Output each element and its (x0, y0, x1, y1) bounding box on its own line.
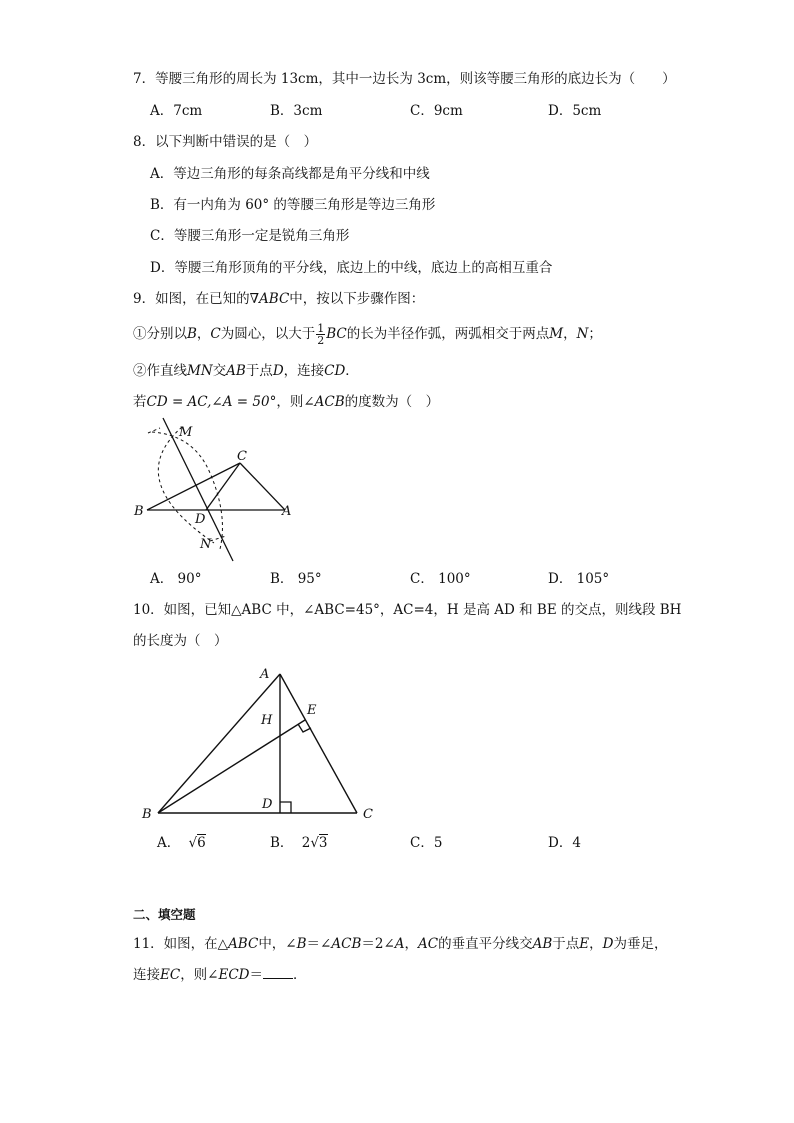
side-ac (280, 674, 357, 813)
q10-stem-line2: 的长度为（ ） (133, 633, 228, 649)
arc-centered-b (152, 432, 222, 549)
q10-option-d: D．4 (548, 835, 581, 851)
label-b: B (134, 504, 144, 519)
altitude-be (158, 720, 305, 813)
half-fraction: $\frac{1}{2}$ (317, 322, 325, 347)
arc-centered-c (158, 427, 214, 543)
q10-stem-line1: 10．如图，已知△ABC 中，∠ABC=45°，AC=4，H 是高 AD 和 BE 的交点，则线段 BH (133, 602, 682, 618)
q10-option-c: C．5 (410, 835, 443, 851)
q9-option-c: C． 100° (410, 571, 471, 587)
label-a: A (282, 504, 292, 519)
label-c: C (363, 807, 373, 822)
segment-cd (206, 463, 240, 510)
q7-option-d: D．5cm (548, 103, 602, 119)
label-b: B (142, 807, 152, 822)
q11-line1: 11．如图，在△ABC中，∠B＝∠ACB＝2∠A，AC的垂直平分线交AB于点E，D为垂足， (133, 936, 668, 952)
line-mn (163, 418, 233, 561)
q9-figure (130, 415, 300, 565)
section-title: 二、填空题 (133, 907, 196, 922)
arc-tick-n (210, 536, 226, 541)
sqrt-six: √6 (188, 835, 206, 851)
q8-option-b: B．有一内角为 60° 的等腰三角形是等边三角形 (150, 197, 436, 213)
q7-stem: 7．等腰三角形的周长为 13cm，其中一边长为 3cm，则该等腰三角形的底边长为（ ） (133, 71, 676, 87)
q10-figure (135, 662, 385, 827)
q8-stem: 8．以下判断中错误的是（ ） (133, 134, 318, 150)
label-e: E (307, 703, 317, 718)
q9-step-2: ②作直线MN交AB于点D，连接CD． (133, 363, 359, 379)
label-d: D (195, 512, 206, 527)
q8-option-d: D．等腰三角形顶角的平分线，底边上的中线，底边上的高相互重合 (150, 260, 553, 276)
q9-triangle-name: ∇ABC (249, 291, 290, 307)
q7-option-c: C．9cm (410, 103, 463, 119)
q9-condition: 若CD = AC,∠A = 50°，则∠ACB的度数为（ ） (133, 394, 440, 410)
q9-option-a: A． 90° (150, 571, 202, 587)
segment-ca (240, 463, 285, 510)
q8-option-a: A．等边三角形的每条高线都是角平分线和中线 (150, 166, 430, 182)
label-n: N (200, 537, 212, 552)
side-ab (158, 674, 280, 813)
q9-option-b: B． 95° (270, 571, 322, 587)
answer-blank[interactable] (263, 966, 293, 979)
label-m: M (179, 425, 193, 440)
label-d: D (262, 797, 273, 812)
q7-option-a: A．7cm (150, 103, 203, 119)
q10-option-a: A． √6 (157, 835, 206, 851)
q9-stem: 9．如图，在已知的∇ABC中，按以下步骤作图： (133, 291, 425, 307)
label-a: A (260, 667, 270, 682)
label-c: C (237, 449, 247, 464)
q10-option-b: B． 2√3 (270, 835, 328, 851)
q9-step-1: ①分别以B，C为圆心，以大于 $\frac{1}{2}$ BC的长为半径作弧，两弧相交于两点M，N； (133, 322, 602, 347)
label-h: H (261, 713, 273, 728)
right-angle-mark-d (280, 802, 291, 813)
q11-line2: 连接EC，则∠ECD＝ ． (133, 967, 307, 983)
two-sqrt-three: 2√3 (301, 835, 328, 851)
q7-option-b: B．3cm (270, 103, 323, 119)
q9-option-d: D． 105° (548, 571, 610, 587)
q8-option-c: C．等腰三角形一定是锐角三角形 (150, 228, 350, 244)
